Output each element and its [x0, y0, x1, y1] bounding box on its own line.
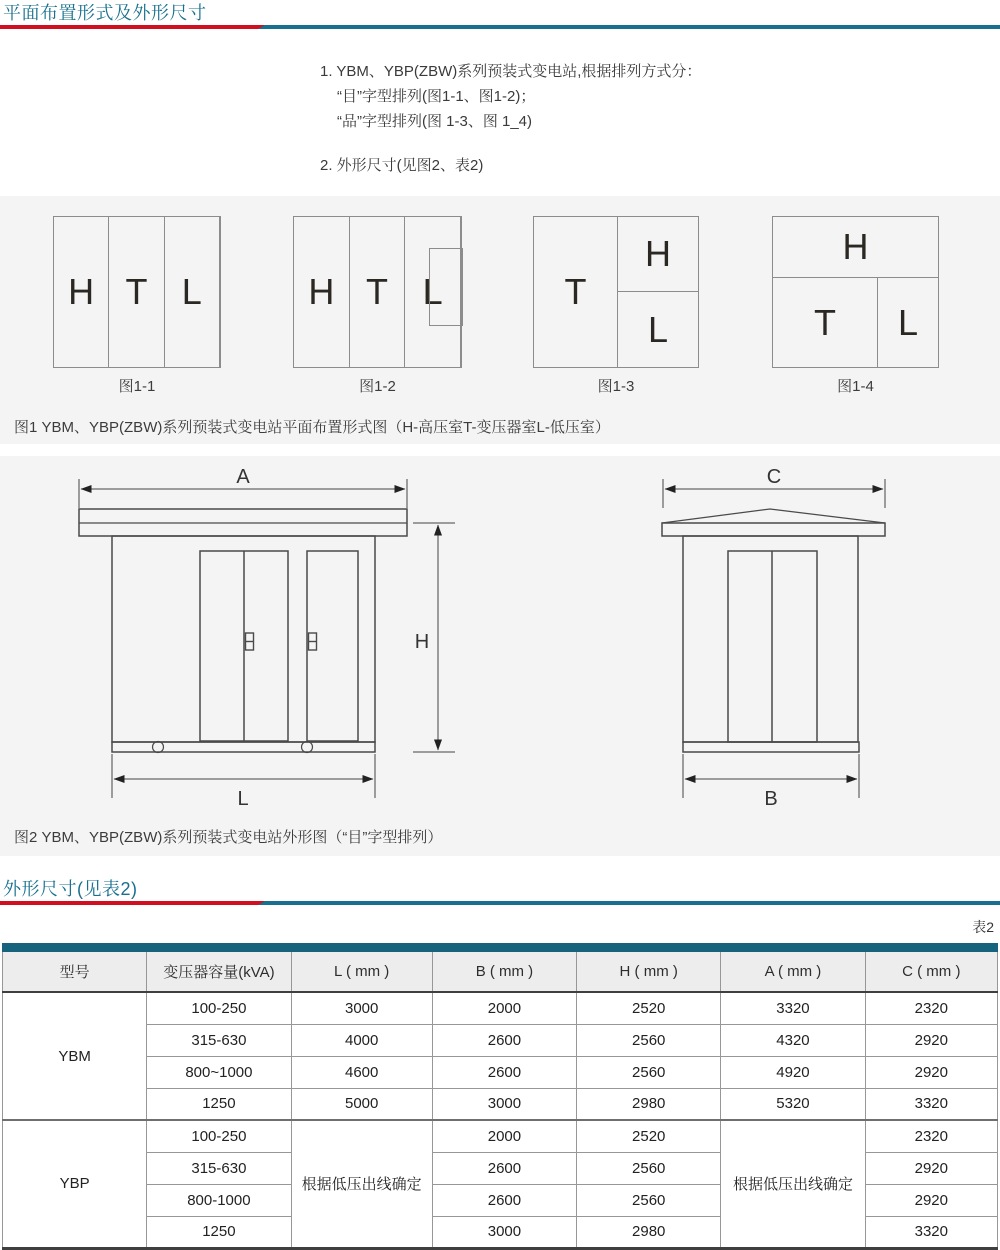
col-header-l: L ( mm )	[291, 952, 432, 992]
diagram-1-2-caption: 图1-2	[359, 378, 396, 395]
intro-line-3: “品”字型排列(图 1-3、图 1_4)	[337, 113, 533, 130]
dim-label-h: H	[414, 631, 430, 653]
figure1-band	[0, 196, 1000, 444]
intro-line-2: “目”字型排列(图1-1、图1-2)；	[337, 88, 536, 105]
table-row	[3, 1056, 998, 1088]
dimensions-table	[2, 952, 998, 1250]
front-view-drawing	[79, 466, 455, 810]
cell-h: 2560	[577, 1152, 721, 1184]
table-row	[3, 1024, 998, 1056]
room-h-label: H	[294, 217, 350, 367]
door-handle-icon	[309, 633, 317, 650]
cell-l: 4600	[291, 1056, 432, 1088]
outline-drawing-svg	[0, 456, 1000, 821]
cell-l: 3000	[291, 992, 432, 1024]
room-t-label: T	[350, 217, 406, 367]
cell-capacity: 800-1000	[147, 1184, 291, 1216]
figure1-caption: 图1 YBM、YBP(ZBW)系列预装式变电站平面布置形式图（H-高压室T-变压器室L-低压室）	[14, 419, 610, 436]
cell-model-ybp: YBP	[3, 1120, 147, 1248]
table-header-row	[3, 952, 998, 992]
room-l-label: L	[897, 301, 919, 343]
cell-h: 2980	[577, 1216, 721, 1248]
intro-line-1: 1. YBM、YBP(ZBW)系列预装式变电站,根据排列方式分：	[320, 63, 702, 80]
cell-c: 3320	[865, 1088, 997, 1120]
cell-c: 3320	[865, 1216, 997, 1248]
diagram-1-2	[293, 216, 462, 395]
cell-a-note: 根据低压出线确定	[721, 1120, 865, 1248]
intro-line-4: 2. 外形尺寸(见图2、表2)	[320, 157, 484, 174]
diagram-1-2-inset-box	[429, 248, 463, 326]
room-t-label: T	[109, 217, 164, 367]
cell-capacity: 800~1000	[147, 1056, 291, 1088]
col-header-h: H ( mm )	[577, 952, 721, 992]
dim-label-c: C	[766, 466, 782, 488]
cell-c: 2920	[865, 1152, 997, 1184]
room-l-label: L	[405, 217, 461, 367]
section1-header	[0, 0, 1000, 29]
col-header-capacity: 变压器容量(kVA)	[147, 952, 291, 992]
side-view-drawing	[662, 466, 885, 810]
cell-a: 5320	[721, 1088, 865, 1120]
table-row	[3, 1120, 998, 1152]
cell-l: 5000	[291, 1088, 432, 1120]
diagram-1-4	[772, 216, 939, 395]
cell-a: 4920	[721, 1056, 865, 1088]
cell-h: 2520	[577, 992, 721, 1024]
diagram-1-3	[533, 216, 699, 395]
cell-c: 2320	[865, 1120, 997, 1152]
cell-h: 2560	[577, 1184, 721, 1216]
table-row	[3, 1088, 998, 1120]
table-tag: 表2	[972, 919, 994, 935]
room-l-label: L	[647, 308, 669, 350]
dim-label-b: B	[764, 788, 778, 810]
cell-c: 2920	[865, 1184, 997, 1216]
section2-title: 外形尺寸(见表2)	[3, 879, 138, 899]
door-handle-icon	[246, 633, 254, 650]
cell-b: 2600	[432, 1184, 576, 1216]
section1-title: 平面布置形式及外形尺寸	[3, 3, 207, 23]
cell-capacity: 315-630	[147, 1024, 291, 1056]
cell-l-note: 根据低压出线确定	[291, 1120, 432, 1248]
cell-model-ybm: YBM	[3, 992, 147, 1120]
room-h-label: H	[618, 217, 698, 292]
cell-h: 2520	[577, 1120, 721, 1152]
col-header-c: C ( mm )	[865, 952, 997, 992]
room-h-label: H	[773, 217, 938, 278]
figure2-band	[0, 456, 1000, 856]
cell-a: 4320	[721, 1024, 865, 1056]
cell-capacity: 1250	[147, 1088, 291, 1120]
divider-red-segment	[0, 901, 265, 905]
cell-h: 2560	[577, 1056, 721, 1088]
cell-c: 2920	[865, 1024, 997, 1056]
room-h-label: H	[54, 217, 109, 367]
cell-b: 3000	[432, 1088, 576, 1120]
dim-label-a: A	[236, 466, 250, 488]
cell-l: 4000	[291, 1024, 432, 1056]
base-hole-icon	[302, 742, 313, 753]
room-l-label: L	[165, 217, 220, 367]
divider-red-segment	[0, 25, 265, 29]
cell-c: 2920	[865, 1056, 997, 1088]
diagram-1-4-caption: 图1-4	[837, 378, 874, 395]
col-header-b: B ( mm )	[432, 952, 576, 992]
cell-b: 2000	[432, 1120, 576, 1152]
figure2-caption: 图2 YBM、YBP(ZBW)系列预装式变电站外形图（“目”字型排列）	[14, 829, 443, 846]
intro-text	[320, 59, 1000, 178]
table-row	[3, 992, 998, 1024]
section1-divider	[0, 25, 1000, 29]
cell-b: 2600	[432, 1024, 576, 1056]
room-t-label: T	[534, 217, 618, 367]
dim-label-l: L	[237, 788, 249, 810]
diagram-1-3-caption: 图1-3	[597, 378, 635, 395]
diagram-1-1-caption: 图1-1	[118, 378, 156, 395]
cell-b: 2000	[432, 992, 576, 1024]
cell-capacity: 315-630	[147, 1152, 291, 1184]
cell-a: 3320	[721, 992, 865, 1024]
cell-h: 2560	[577, 1024, 721, 1056]
cell-h: 2980	[577, 1088, 721, 1120]
cell-b: 2600	[432, 1056, 576, 1088]
diagram-1-1	[53, 216, 221, 395]
col-header-a: A ( mm )	[721, 952, 865, 992]
cell-b: 2600	[432, 1152, 576, 1184]
cell-capacity: 1250	[147, 1216, 291, 1248]
col-header-model: 型号	[3, 952, 147, 992]
base-hole-icon	[153, 742, 164, 753]
section2-header	[0, 876, 1000, 905]
cell-capacity: 100-250	[147, 992, 291, 1024]
room-t-label: T	[773, 278, 878, 367]
table-top-bar	[2, 943, 998, 952]
cell-c: 2320	[865, 992, 997, 1024]
cell-b: 3000	[432, 1216, 576, 1248]
cell-capacity: 100-250	[147, 1120, 291, 1152]
section2-divider	[0, 901, 1000, 905]
